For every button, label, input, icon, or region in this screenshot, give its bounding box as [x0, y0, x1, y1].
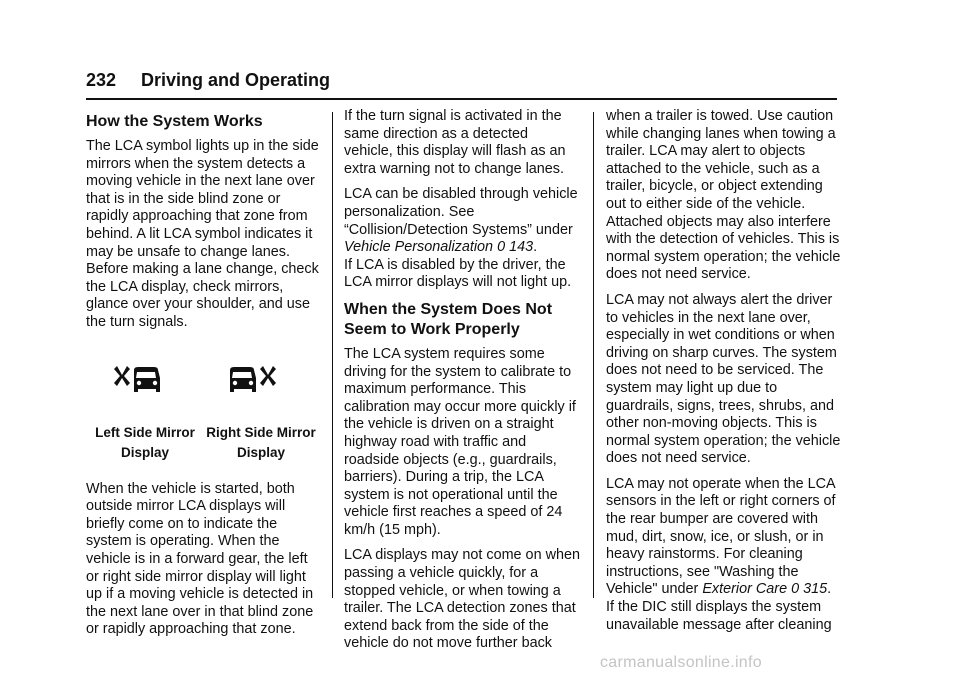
page-header — [86, 70, 837, 100]
caption-right-mirror: Right Side Mirror Display — [206, 424, 316, 460]
lca-symbol-figure — [86, 346, 320, 481]
paragraph: When the vehicle is started, both outside mirror LCA displays will briefly come on to indicate the system is operating. When the vehicle is in a forward gear, the left or right side mirror display will light up if a moving vehicle is detected in the next lane over in that blind zone or rapidly approaching that zone. — [86, 480, 314, 638]
caption-left-mirror: Left Side Mirror Display — [95, 424, 195, 460]
column-3 — [606, 108, 841, 642]
paragraph: The LCA symbol lights up in the side mirrors when the system detects a moving vehicle in the next lane over that is in the side blind zone or rapidly approaching that zone from behind. A lit LCA symbol indicates it may be unsafe to change lanes. Before making a lane change, check the LCA display, check mirrors, glance over your shoulder, and use the turn signals. — [86, 138, 319, 330]
lca-right-symbol-icon — [228, 364, 278, 396]
page-ref-arrow: 0 — [497, 239, 506, 256]
cross-reference-link[interactable]: Exterior Care — [702, 581, 788, 598]
watermark: carmanualsonline.info — [600, 654, 762, 671]
column-divider — [332, 112, 333, 598]
column-2 — [344, 108, 580, 661]
paragraph: LCA may not operate when the LCA sensors in the left or right corners of the rear bumper are covered with mud, dirt, snow, ice, or slush, or in heavy rainstorms. For cleaning instructions, see "Washing the Vehicle" under Exterior Care 0 315. — [606, 475, 836, 598]
paragraph: If the turn signal is activated in the same direction as a detected vehicle, this display will flash as an extra warning not to change lanes. — [344, 108, 566, 177]
page-ref: 315 — [803, 581, 828, 598]
paragraph: If the DIC still displays the system unavailable message after cleaning — [606, 599, 832, 633]
page-number: 232 — [86, 70, 117, 90]
paragraph: LCA can be disabled through vehicle personalization. See “Collision/Detection Systems” under Vehicle Personalization 0 143. — [344, 186, 578, 256]
section-title: Driving and Operating — [141, 70, 331, 90]
paragraph: LCA may not always alert the driver to vehicles in the next lane over, especially in wet conditions or when driving on sharp curves. The system does not need to be serviced. The system may light up due to guardrails, signs, trees, shrubs, and other non-moving objects. This is normal system operation; the vehicle does not need service. — [606, 291, 841, 467]
paragraph: when a trailer is towed. Use caution while changing lanes when towing a trailer. LCA may alert to objects attached to the vehicle, such as a trailer, bicycle, or object extending out to either side of the vehicle. Attached objects may also interfere with the detection of vehicles. This is normal system operation; the vehicle does not need service. — [606, 108, 841, 283]
lca-left-symbol-icon — [112, 364, 162, 396]
heading-not-working: When the System Does Not Seem to Work Properly — [344, 300, 553, 338]
heading-how-system-works: How the System Works — [86, 113, 263, 130]
page-ref-arrow: 0 — [791, 581, 800, 598]
paragraph: If LCA is disabled by the driver, the LCA mirror displays will not light up. — [344, 256, 572, 291]
paragraph: LCA displays may not come on when passing a vehicle quickly, for a stopped vehicle, or when towing a trailer. The LCA detection zones that extend back from the side of the vehicle do not move further back — [344, 547, 580, 652]
header-rule — [86, 98, 837, 100]
column-divider — [593, 112, 594, 598]
cross-reference-link[interactable]: Vehicle Personalization — [344, 239, 494, 256]
paragraph: The LCA system requires some driving for the system to calibrate to maximum performance. This calibration may occur more quickly if the vehicle is driven on a straight highway road with traffic and roadside objects (e.g., guardrails, barriers). During a trip, the LCA system is not operational until the vehicle first reaches a speed of 24 km/h (15 mph). — [344, 345, 576, 538]
page-ref: 143 — [509, 239, 534, 256]
column-1 — [86, 112, 320, 647]
